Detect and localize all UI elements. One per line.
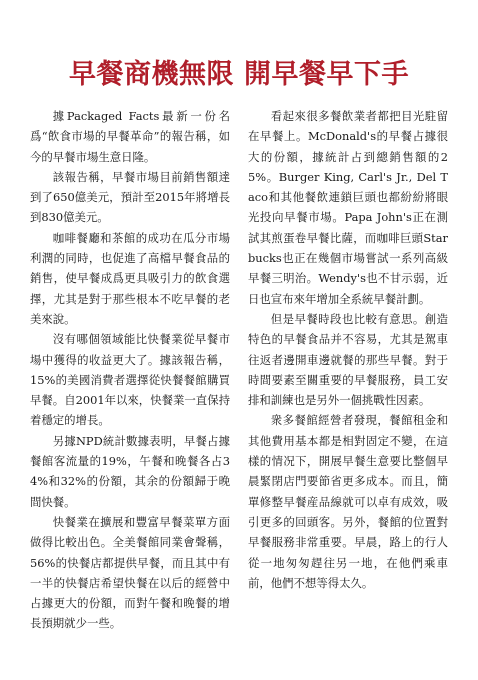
paragraph: 衆多餐館經營者發現，餐館租金和其他費用基本都是相對固定不變，在這樣的情况下，開展早餐生意要比整個早晨緊閉店門要節省更多成本。而且，簡單修整早餐産品線就可以卓有成效，吸引更多的回頭客。另外，餐館的位置對早餐服務非常重要。早晨，路上的行人從一地匆匆趕往另一地，在他們乘車前，他們不想等得太久。 xyxy=(248,413,448,590)
paragraph: 據Packaged Facts最新一份名爲“飲食市場的早餐革命”的報告稱，如今的早餐市場生意日隆。 xyxy=(30,109,230,164)
paragraph: 另據NPD統計數據表明，早餐占據餐館客流量的19%，午餐和晚餐各占34%和32%的份額，其余的份額歸于晚間快餐。 xyxy=(30,433,230,509)
paragraph: 快餐業在擴展和豐富早餐菜單方面做得比較出色。全美餐館同業會聲稱，56%的快餐店都提供早餐，而且其中有一半的快餐店希望快餐在以后的經營中占據更大的份額，而對午餐和晚餐的增長預期就少一些。 xyxy=(30,514,230,631)
headline: 早餐商機無限 開早餐早下手 xyxy=(69,59,409,90)
paragraph: 看起來很多餐飲業者都把目光駐留在早餐上。McDonald's的早餐占據很大的份額，據統計占到總銷售額的25%。Burger King, Carl's Jr., Del Taco和其他餐飲連鎖巨頭也都紛紛將眼光投向早餐市場。Papa John's正在測試其煎蛋卷早餐比薩，而咖啡巨頭Starbucks也正在幾個市場嘗試一系列高級早餐三明治。Wendy's也不甘示弱，近日也宣布來年增加全系統早餐計劃。 xyxy=(248,109,448,306)
left-column xyxy=(30,106,230,634)
paragraph: 沒有哪個領域能比快餐業從早餐市場中獲得的收益更大了。據該報告稱，15%的美國消費者選擇從快餐餐館購買早餐。自2001年以來，快餐業一直保持着穩定的增長。 xyxy=(30,332,230,428)
right-column xyxy=(248,106,448,634)
paragraph: 該報告稱，早餐市場目前銷售額達到了650億美元，預計至2015年將增長到830億美元。 xyxy=(30,169,230,225)
paragraph: 但是早餐時段也比較有意思。創造特色的早餐食品并不容易，尤其是駕車往返者邊開車邊就餐的那些早餐。對于時間要素至關重要的早餐服務，員工安排和訓練也是另外一個挑戰性因素。 xyxy=(248,311,448,408)
article-columns xyxy=(30,106,448,634)
paragraph: 咖啡餐廳和茶館的成功在瓜分市場利潤的同時，也促進了高檔早餐食品的銷售，使早餐成爲更具吸引力的飲食選擇，尤其是對于那些根本不吃早餐的老美來說。 xyxy=(30,230,230,326)
